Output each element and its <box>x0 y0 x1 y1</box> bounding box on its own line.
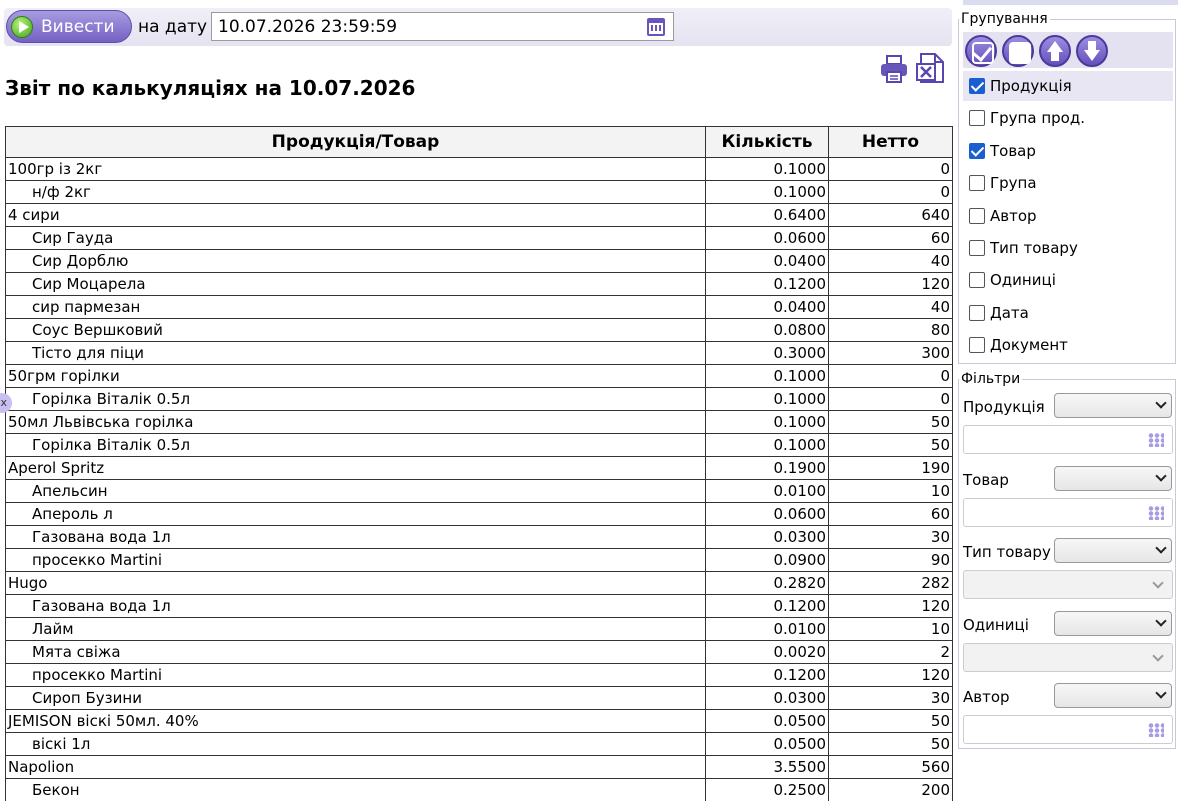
cell-net: 0 <box>829 181 953 204</box>
filter-select[interactable] <box>1054 466 1172 491</box>
grouping-checkbox[interactable] <box>969 240 985 256</box>
grouping-checkbox[interactable] <box>969 143 985 159</box>
cell-quantity: 0.1000 <box>706 365 829 388</box>
cell-quantity: 0.1000 <box>706 388 829 411</box>
cell-net: 50 <box>829 411 953 434</box>
grouping-checkbox[interactable] <box>969 78 985 94</box>
grid-icon[interactable] <box>1148 433 1164 447</box>
filter-label: Продукція <box>963 398 1045 416</box>
right-panel <box>955 0 1178 801</box>
cell-quantity: 0.0400 <box>706 250 829 273</box>
grid-icon[interactable] <box>1148 723 1164 737</box>
cell-quantity: 0.0020 <box>706 641 829 664</box>
cell-product-name: Лайм <box>6 618 706 641</box>
table-row[interactable] <box>6 641 953 664</box>
grid-icon[interactable] <box>1148 506 1164 520</box>
grouping-item-label: Група <box>990 174 1037 193</box>
cell-product-name: Hugo <box>6 572 706 595</box>
filter-select[interactable] <box>1054 393 1172 418</box>
cell-quantity: 0.2820 <box>706 572 829 595</box>
cell-product-name: 50грм горілки <box>6 365 706 388</box>
cell-net: 50 <box>829 710 953 733</box>
cell-net: 0 <box>829 365 953 388</box>
grouping-item-label: Продукція <box>990 77 1072 95</box>
cell-net: 90 <box>829 549 953 572</box>
table-row[interactable] <box>6 549 953 572</box>
report-title: Звіт по калькуляціях на 10.07.2026 <box>5 76 416 100</box>
grouping-item-label: Дата <box>990 303 1029 322</box>
table-body <box>6 158 953 801</box>
cell-net: 40 <box>829 250 953 273</box>
table-row[interactable] <box>6 319 953 342</box>
check-all-icon[interactable] <box>965 35 997 67</box>
cell-product-name: Сироп Бузини <box>6 687 706 710</box>
cell-quantity: 0.1000 <box>706 411 829 434</box>
cell-product-name: Сир Гауда <box>6 227 706 250</box>
cell-net: 2 <box>829 641 953 664</box>
cell-net: 640 <box>829 204 953 227</box>
column-header-product[interactable]: Продукція/Товар <box>6 127 706 158</box>
report-table <box>5 126 953 801</box>
filter-label: Автор <box>963 688 1010 706</box>
table-row[interactable] <box>6 457 953 480</box>
table-row[interactable] <box>6 664 953 687</box>
print-icon[interactable] <box>879 54 909 84</box>
cell-product-name: 100гр із 2кг <box>6 158 706 181</box>
cell-net: 80 <box>829 319 953 342</box>
grouping-item[interactable] <box>963 168 1173 198</box>
cell-product-name: Соус Вершковий <box>6 319 706 342</box>
grouping-item-label: Товар <box>990 141 1036 160</box>
cell-product-name: Aperol Spritz <box>6 457 706 480</box>
cell-product-name: Горілка Віталік 0.5л <box>6 434 706 457</box>
cell-product-name: Апероль л <box>6 503 706 526</box>
grouping-title: Групування <box>961 11 1048 27</box>
table-row[interactable] <box>6 779 953 801</box>
filter-multiselect-field[interactable] <box>963 425 1173 454</box>
filters-title: Фільтри <box>961 371 1021 387</box>
cell-net: 560 <box>829 756 953 779</box>
column-header-net[interactable]: Нетто <box>829 127 953 158</box>
cell-product-name: Сир Дорблю <box>6 250 706 273</box>
chevron-down-icon[interactable] <box>1152 577 1163 588</box>
grouping-item[interactable] <box>963 201 1173 231</box>
chevron-down-icon <box>1155 397 1166 408</box>
run-report-label: Вивести <box>41 16 115 37</box>
table-row[interactable] <box>6 733 953 756</box>
column-header-quantity[interactable]: Кількість <box>706 127 829 158</box>
cell-net: 60 <box>829 227 953 250</box>
table-row[interactable] <box>6 480 953 503</box>
panel-top-shade <box>963 0 1178 5</box>
table-row[interactable] <box>6 618 953 641</box>
cell-quantity: 0.0100 <box>706 480 829 503</box>
cell-net: 30 <box>829 526 953 549</box>
cell-quantity: 0.1200 <box>706 595 829 618</box>
table-row[interactable] <box>6 273 953 296</box>
table-row[interactable] <box>6 296 953 319</box>
grouping-item[interactable] <box>963 136 1173 166</box>
cell-net: 300 <box>829 342 953 365</box>
filter-label: Одиниці <box>963 615 1029 634</box>
chevron-down-icon <box>1155 687 1166 698</box>
cell-product-name: сир пармезан <box>6 296 706 319</box>
cell-net: 120 <box>829 595 953 618</box>
cell-net: 40 <box>829 296 953 319</box>
chevron-down-icon <box>1155 470 1166 481</box>
cell-net: 0 <box>829 388 953 411</box>
cell-quantity: 0.0300 <box>706 526 829 549</box>
play-icon <box>11 16 33 38</box>
cell-net: 60 <box>829 503 953 526</box>
table-row[interactable] <box>6 595 953 618</box>
cell-product-name: просекко Martini <box>6 549 706 572</box>
chevron-down-icon[interactable] <box>1152 650 1163 661</box>
cell-quantity: 0.0500 <box>706 733 829 756</box>
cell-net: 10 <box>829 618 953 641</box>
run-report-button[interactable] <box>6 10 132 43</box>
table-row[interactable] <box>6 227 953 250</box>
grouping-item[interactable] <box>963 103 1173 133</box>
cell-product-name: Газована вода 1л <box>6 595 706 618</box>
cell-quantity: 0.0100 <box>706 618 829 641</box>
cell-quantity: 0.1200 <box>706 664 829 687</box>
cell-product-name: Мята свіжа <box>6 641 706 664</box>
filter-multiselect-field[interactable] <box>963 498 1173 527</box>
table-row[interactable] <box>6 756 953 779</box>
cell-quantity: 0.6400 <box>706 204 829 227</box>
cell-net: 200 <box>829 779 953 801</box>
cell-quantity: 0.0600 <box>706 503 829 526</box>
cell-product-name: 4 сири <box>6 204 706 227</box>
cell-product-name: просекко Martini <box>6 664 706 687</box>
cell-quantity: 0.1200 <box>706 273 829 296</box>
filter-label: Тип товару <box>963 543 1051 561</box>
grouping-item-label: Група прод. <box>990 109 1085 128</box>
cell-net: 50 <box>829 733 953 756</box>
cell-product-name: Сир Моцарела <box>6 273 706 296</box>
table-row[interactable] <box>6 434 953 457</box>
arrow-up-icon[interactable] <box>1039 35 1071 67</box>
grouping-checkbox[interactable] <box>969 175 985 191</box>
grouping-checkbox[interactable] <box>969 272 985 288</box>
cell-net: 120 <box>829 273 953 296</box>
toolbar <box>4 8 952 46</box>
cell-quantity: 0.3000 <box>706 342 829 365</box>
grouping-item[interactable] <box>963 233 1173 263</box>
filter-label: Товар <box>963 470 1009 489</box>
cell-product-name: н/ф 2кг <box>6 181 706 204</box>
date-label: на дату <box>138 17 208 37</box>
cell-quantity: 0.1000 <box>706 181 829 204</box>
grouping-checkbox[interactable] <box>969 337 985 353</box>
cell-quantity: 0.0600 <box>706 227 829 250</box>
filter-select[interactable] <box>1054 611 1172 636</box>
cell-quantity: 0.0500 <box>706 710 829 733</box>
cell-quantity: 0.0400 <box>706 296 829 319</box>
table-row[interactable] <box>6 526 953 549</box>
cell-quantity: 0.1000 <box>706 158 829 181</box>
cell-quantity: 0.0800 <box>706 319 829 342</box>
table-row[interactable] <box>6 687 953 710</box>
grouping-checkbox[interactable] <box>969 305 985 321</box>
cell-net: 282 <box>829 572 953 595</box>
table-row[interactable] <box>6 710 953 733</box>
cell-quantity: 3.5500 <box>706 756 829 779</box>
grouping-item[interactable] <box>963 265 1173 295</box>
filter-select[interactable] <box>1054 683 1172 708</box>
date-input[interactable] <box>211 12 674 41</box>
cell-quantity: 0.2500 <box>706 779 829 801</box>
cell-quantity: 0.1000 <box>706 434 829 457</box>
table-row[interactable] <box>6 411 953 434</box>
table-row[interactable] <box>6 388 953 411</box>
grouping-item[interactable] <box>963 71 1173 101</box>
grouping-item-label: Тип товару <box>990 239 1078 257</box>
filter-select[interactable] <box>1054 538 1172 563</box>
cell-net: 190 <box>829 457 953 480</box>
cell-product-name: Napolion <box>6 756 706 779</box>
cell-quantity: 0.0300 <box>706 687 829 710</box>
excel-export-icon[interactable] <box>915 52 947 84</box>
cell-net: 50 <box>829 434 953 457</box>
table-row[interactable] <box>6 503 953 526</box>
grouping-item-label: Автор <box>990 206 1037 225</box>
calendar-icon[interactable] <box>647 18 665 36</box>
cell-net: 30 <box>829 687 953 710</box>
grouping-item[interactable] <box>963 330 1173 360</box>
cell-product-name: Газована вода 1л <box>6 526 706 549</box>
cell-product-name: Бекон <box>6 779 706 801</box>
grouping-checkbox[interactable] <box>969 110 985 126</box>
cell-quantity: 0.0900 <box>706 549 829 572</box>
table-row[interactable] <box>6 342 953 365</box>
cell-product-name: Апельсин <box>6 480 706 503</box>
table-row[interactable] <box>6 204 953 227</box>
table-row[interactable] <box>6 572 953 595</box>
cell-net: 0 <box>829 158 953 181</box>
filter-multiselect-field[interactable] <box>963 715 1173 744</box>
uncheck-all-icon[interactable] <box>1002 35 1034 67</box>
filter-dropdown-field[interactable] <box>963 643 1173 672</box>
grouping-checkbox[interactable] <box>969 208 985 224</box>
cell-net: 120 <box>829 664 953 687</box>
cell-net: 10 <box>829 480 953 503</box>
table-row[interactable] <box>6 365 953 388</box>
grouping-item-label: Документ <box>990 336 1068 355</box>
cell-product-name: 50мл Львівська горілка <box>6 411 706 434</box>
grouping-toolbar <box>963 32 1173 68</box>
cell-product-name: Горілка Віталік 0.5л <box>6 388 706 411</box>
cell-product-name: Тісто для піци <box>6 342 706 365</box>
chevron-down-icon <box>1155 615 1166 626</box>
chevron-down-icon <box>1155 542 1166 553</box>
table-header-row <box>6 127 953 158</box>
table-row[interactable] <box>6 181 953 204</box>
grouping-item[interactable] <box>963 298 1173 328</box>
grouping-item-label: Одиниці <box>990 271 1056 290</box>
arrow-down-icon[interactable] <box>1076 35 1108 67</box>
table-row[interactable] <box>6 158 953 181</box>
filter-dropdown-field[interactable] <box>963 570 1173 599</box>
cell-product-name: віскі 1л <box>6 733 706 756</box>
collapse-handle[interactable]: x <box>0 393 12 413</box>
cell-product-name: JEMISON віскі 50мл. 40% <box>6 710 706 733</box>
cell-quantity: 0.1900 <box>706 457 829 480</box>
table-row[interactable] <box>6 250 953 273</box>
